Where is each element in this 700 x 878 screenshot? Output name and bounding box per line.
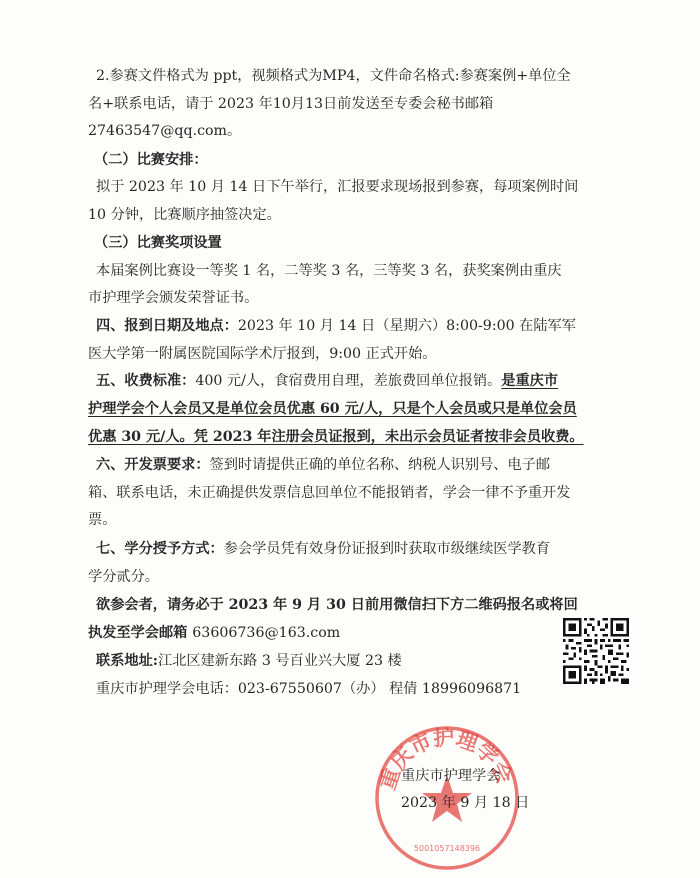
text-line: 市护理学会颁发荣誉证书。 xyxy=(88,290,259,306)
address-value: 江北区建新东路 3 号百业兴大厦 23 楼 xyxy=(158,653,402,669)
email-label: 执发至学会邮箱 xyxy=(88,625,193,641)
text-line: 2.参赛文件格式为 ppt，视频格式为MP4，文件命名格式:参赛案例+单位全 xyxy=(96,68,571,84)
fee-line xyxy=(96,372,558,390)
seal-text: 重庆市护理学会 xyxy=(375,725,517,793)
signature-date: 2023 年 9 月 18 日 xyxy=(401,795,530,811)
registration-instruction: 欲参会者，请务必于 2023 年 9 月 30 日前用微信扫下方二维码报名或将回 xyxy=(96,597,578,613)
section-heading-fees: 五、收费标准： xyxy=(96,373,196,389)
address-line xyxy=(96,652,402,670)
invoice-line xyxy=(96,456,550,474)
section-heading-awards: （三）比赛奖项设置 xyxy=(94,235,222,251)
text-line: 10 分钟，比赛顺序抽签决定。 xyxy=(88,207,281,223)
text-line: 箱、联系电话，未正确提供发票信息回单位不能报销者，学会一律不予重开发 xyxy=(88,485,571,501)
registration-detail: 2023 年 10 月 14 日（星期六）8:00-9:00 在陆军军 xyxy=(237,318,576,334)
address-label: 联系地址: xyxy=(96,653,158,669)
credit-line xyxy=(96,540,550,558)
registration-line xyxy=(96,317,576,335)
fee-detail: 400 元/人，食宿费用自理，差旅费回单位报销。 xyxy=(195,373,502,389)
phone-line: 重庆市护理学会电话：023-67550607（办） 程倩 18996096871 xyxy=(96,681,522,697)
seal-number: 5001057148396 xyxy=(413,844,481,853)
section-heading-invoice: 六、开发票要求： xyxy=(96,457,210,473)
member-discount-note: 优惠 30 元/人。凭 2023 年注册会员证报到，未出示会员证者按非会员收费。 xyxy=(88,429,584,445)
signature-organization: 重庆市护理学会 xyxy=(401,768,501,784)
section-heading-credits: 七、学分授予方式： xyxy=(96,541,224,557)
email-line xyxy=(88,624,340,642)
text-line: 票。 xyxy=(88,512,117,528)
credit-detail: 参会学员凭有效身份证报到时获取市级继续医学教育 xyxy=(223,541,551,557)
text-line: 名+联系电话，请于 2023 年10月13日前发送至专委会秘书邮箱 xyxy=(88,96,494,112)
text-line: 27463547@qq.com。 xyxy=(88,123,242,139)
text-line: 拟于 2023 年 10 月 14 日下午举行，汇报要求现场报到参赛，每项案例时间 xyxy=(96,179,579,195)
invoice-detail: 签到时请提供正确的单位名称、纳税人识别号、电子邮 xyxy=(209,457,551,473)
contact-email: 63606736@163.com xyxy=(192,625,341,641)
text-line: 本届案例比赛设一等奖 1 名，二等奖 3 名，三等奖 3 名，获奖案例由重庆 xyxy=(96,263,562,279)
member-discount-note: 是重庆市 xyxy=(501,373,559,389)
member-discount-note: 护理学会个人会员又是单位会员优惠 60 元/人，只是个人会员或只是单位会员 xyxy=(88,401,577,417)
section-heading-schedule: （二）比赛安排： xyxy=(94,152,208,168)
section-heading-registration: 四、报到日期及地点： xyxy=(96,318,238,334)
registration-qr-code[interactable] xyxy=(563,618,629,684)
text-line: 学分贰分。 xyxy=(88,569,159,585)
text-line: 医大学第一附属医院国际学术厅报到，9:00 正式开始。 xyxy=(88,346,437,362)
